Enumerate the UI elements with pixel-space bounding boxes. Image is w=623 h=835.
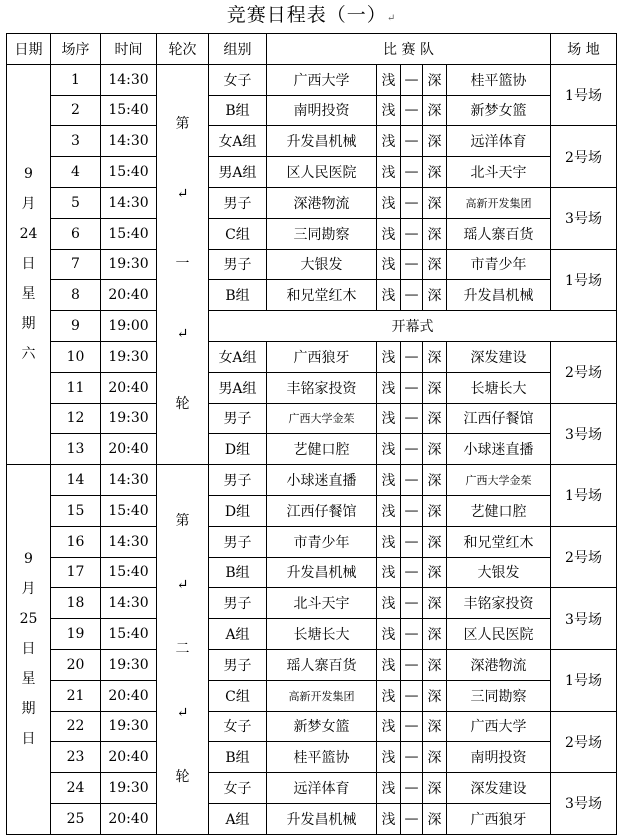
team-b: 南明投资: [447, 742, 551, 773]
side-a-label: 浅: [377, 773, 401, 804]
stacked-char: 9: [24, 551, 33, 568]
match-time: 14:30: [101, 465, 157, 496]
vs-dash: —: [401, 742, 423, 773]
side-a-label: 浅: [377, 218, 401, 249]
group-cell: D组: [209, 434, 267, 465]
match-number: 15: [51, 495, 101, 526]
venue-cell: 2号场: [551, 126, 617, 188]
team-a: 桂平篮协: [267, 742, 377, 773]
match-row: [7, 465, 617, 496]
team-a: 广西大学: [267, 64, 377, 95]
stacked-char: 一: [175, 256, 190, 273]
stacked-char: 9: [24, 166, 33, 183]
venue-cell: 2号场: [551, 341, 617, 403]
stacked-char: 25: [19, 611, 38, 628]
match-number: 25: [51, 803, 101, 834]
side-a-label: 浅: [377, 249, 401, 280]
team-b: 桂平篮协: [447, 64, 551, 95]
vs-dash: —: [401, 803, 423, 834]
group-cell: B组: [209, 280, 267, 311]
header-time: 时间: [101, 34, 157, 65]
venue-cell: 3号场: [551, 403, 617, 465]
match-time: 15:40: [101, 557, 157, 588]
side-a-label: 浅: [377, 187, 401, 218]
team-a: 升发昌机械: [267, 803, 377, 834]
venue-cell: 1号场: [551, 249, 617, 311]
match-row: [7, 680, 617, 711]
side-a-label: 浅: [377, 711, 401, 742]
vs-dash: —: [401, 465, 423, 496]
team-b: 深港物流: [447, 649, 551, 680]
match-number: 18: [51, 588, 101, 619]
team-b: 市青少年: [447, 249, 551, 280]
match-number: 17: [51, 557, 101, 588]
team-a: 区人民医院: [267, 157, 377, 188]
vs-dash: —: [401, 372, 423, 403]
vs-dash: —: [401, 218, 423, 249]
header-group: 组别: [209, 34, 267, 65]
match-row: [7, 126, 617, 157]
match-time: 15:40: [101, 157, 157, 188]
stacked-char: ↵: [176, 577, 189, 594]
side-a-label: 浅: [377, 157, 401, 188]
vs-dash: —: [401, 126, 423, 157]
team-b: 丰铭家投资: [447, 588, 551, 619]
day-cell: [7, 64, 51, 464]
side-b-label: 深: [423, 773, 447, 804]
group-cell: 男子: [209, 465, 267, 496]
stacked-char: 六: [21, 346, 36, 363]
side-b-label: 深: [423, 526, 447, 557]
team-a: 长塘长大: [267, 619, 377, 650]
match-time: 20:40: [101, 680, 157, 711]
match-row: [7, 742, 617, 773]
match-row: [7, 619, 617, 650]
side-a-label: 浅: [377, 649, 401, 680]
match-time: 14:30: [101, 126, 157, 157]
group-cell: 男子: [209, 249, 267, 280]
team-a: 升发昌机械: [267, 126, 377, 157]
team-b: 大银发: [447, 557, 551, 588]
group-cell: 女A组: [209, 126, 267, 157]
group-cell: 男子: [209, 526, 267, 557]
group-cell: D组: [209, 495, 267, 526]
side-a-label: 浅: [377, 434, 401, 465]
group-cell: 女子: [209, 773, 267, 804]
group-cell: C组: [209, 218, 267, 249]
side-b-label: 深: [423, 280, 447, 311]
side-b-label: 深: [423, 619, 447, 650]
match-number: 22: [51, 711, 101, 742]
vs-dash: —: [401, 280, 423, 311]
match-row: [7, 280, 617, 311]
stacked-char: 二: [175, 641, 190, 658]
match-row: [7, 773, 617, 804]
stacked-char: 日: [21, 641, 36, 658]
match-number: 21: [51, 680, 101, 711]
match-time: 15:40: [101, 95, 157, 126]
stacked-char: 星: [21, 671, 36, 688]
side-b-label: 深: [423, 803, 447, 834]
team-a: 三同勘察: [267, 218, 377, 249]
match-time: 20:40: [101, 434, 157, 465]
match-time: 20:40: [101, 742, 157, 773]
team-b: 远洋体育: [447, 126, 551, 157]
team-a: 广西狼牙: [267, 341, 377, 372]
side-b-label: 深: [423, 341, 447, 372]
team-a: 广西大学金茱: [267, 403, 377, 434]
vs-dash: —: [401, 557, 423, 588]
vs-dash: —: [401, 680, 423, 711]
stacked-char: 日: [21, 256, 36, 273]
side-a-label: 浅: [377, 803, 401, 834]
team-b: 高新开发集团: [447, 187, 551, 218]
team-b: 和兄堂红木: [447, 526, 551, 557]
vs-dash: —: [401, 95, 423, 126]
paragraph-mark: ↵: [386, 13, 397, 24]
match-number: 3: [51, 126, 101, 157]
match-time: 15:40: [101, 619, 157, 650]
page-title: [0, 0, 623, 32]
side-b-label: 深: [423, 95, 447, 126]
match-time: 19:30: [101, 341, 157, 372]
match-time: 15:40: [101, 218, 157, 249]
team-a: 升发昌机械: [267, 557, 377, 588]
team-a: 新梦女篮: [267, 711, 377, 742]
team-b: 北斗天宇: [447, 157, 551, 188]
group-cell: 男A组: [209, 157, 267, 188]
team-a: 北斗天宇: [267, 588, 377, 619]
side-a-label: 浅: [377, 372, 401, 403]
side-b-label: 深: [423, 126, 447, 157]
side-a-label: 浅: [377, 557, 401, 588]
side-a-label: 浅: [377, 280, 401, 311]
match-number: 14: [51, 465, 101, 496]
group-cell: 女子: [209, 64, 267, 95]
title-text: 竞赛日程表（一）: [226, 4, 387, 26]
vs-dash: —: [401, 403, 423, 434]
team-b: 三同勘察: [447, 680, 551, 711]
side-b-label: 深: [423, 680, 447, 711]
side-b-label: 深: [423, 495, 447, 526]
venue-cell: 1号场: [551, 64, 617, 126]
match-number: 10: [51, 341, 101, 372]
match-row: [7, 372, 617, 403]
side-b-label: 深: [423, 588, 447, 619]
side-a-label: 浅: [377, 341, 401, 372]
match-row: [7, 311, 617, 342]
match-row: [7, 218, 617, 249]
group-cell: C组: [209, 680, 267, 711]
stacked-char: 星: [21, 286, 36, 303]
side-b-label: 深: [423, 64, 447, 95]
day-cell: [7, 465, 51, 835]
team-b: 小球迷直播: [447, 434, 551, 465]
group-cell: A组: [209, 803, 267, 834]
match-number: 23: [51, 742, 101, 773]
match-time: 14:30: [101, 187, 157, 218]
team-a: 和兄堂红木: [267, 280, 377, 311]
side-a-label: 浅: [377, 95, 401, 126]
team-a: 小球迷直播: [267, 465, 377, 496]
side-a-label: 浅: [377, 465, 401, 496]
match-number: 11: [51, 372, 101, 403]
group-cell: 男子: [209, 187, 267, 218]
header-venue: 场 地: [551, 34, 617, 65]
match-number: 19: [51, 619, 101, 650]
side-b-label: 深: [423, 742, 447, 773]
match-row: [7, 403, 617, 434]
header-date: 日期: [7, 34, 51, 65]
match-row: [7, 588, 617, 619]
team-b: 江西仔餐馆: [447, 403, 551, 434]
team-a: 高新开发集团: [267, 680, 377, 711]
match-number: 2: [51, 95, 101, 126]
group-cell: B组: [209, 557, 267, 588]
stacked-char: 日: [21, 731, 36, 748]
match-number: 13: [51, 434, 101, 465]
match-number: 1: [51, 64, 101, 95]
header-round: 轮次: [157, 34, 209, 65]
vs-dash: —: [401, 249, 423, 280]
group-cell: B组: [209, 95, 267, 126]
match-row: [7, 157, 617, 188]
opening-ceremony: 开幕式: [209, 311, 617, 342]
team-a: 艺健口腔: [267, 434, 377, 465]
vs-dash: —: [401, 711, 423, 742]
match-time: 19:30: [101, 403, 157, 434]
match-number: 9: [51, 311, 101, 342]
match-time: 19:00: [101, 311, 157, 342]
stacked-char: 月: [21, 581, 36, 598]
match-time: 20:40: [101, 803, 157, 834]
round-cell: [157, 465, 209, 835]
group-cell: 男A组: [209, 372, 267, 403]
team-a: 瑶人寨百货: [267, 649, 377, 680]
vs-dash: —: [401, 64, 423, 95]
group-cell: 男子: [209, 588, 267, 619]
side-a-label: 浅: [377, 619, 401, 650]
side-a-label: 浅: [377, 495, 401, 526]
side-b-label: 深: [423, 249, 447, 280]
stacked-char: 期: [21, 316, 36, 333]
match-number: 7: [51, 249, 101, 280]
side-b-label: 深: [423, 434, 447, 465]
stacked-char: 月: [21, 196, 36, 213]
team-b: 瑶人寨百货: [447, 218, 551, 249]
match-time: 20:40: [101, 372, 157, 403]
side-b-label: 深: [423, 157, 447, 188]
match-row: [7, 711, 617, 742]
header-num: 场序: [51, 34, 101, 65]
side-b-label: 深: [423, 557, 447, 588]
venue-cell: 1号场: [551, 465, 617, 527]
match-row: [7, 249, 617, 280]
stacked-char: 24: [19, 226, 38, 243]
vs-dash: —: [401, 619, 423, 650]
vs-dash: —: [401, 157, 423, 188]
match-time: 19:30: [101, 249, 157, 280]
match-number: 16: [51, 526, 101, 557]
side-b-label: 深: [423, 465, 447, 496]
match-row: [7, 434, 617, 465]
match-row: [7, 187, 617, 218]
group-cell: 女子: [209, 711, 267, 742]
venue-cell: 3号场: [551, 588, 617, 650]
side-b-label: 深: [423, 218, 447, 249]
side-b-label: 深: [423, 403, 447, 434]
match-time: 14:30: [101, 588, 157, 619]
match-number: 12: [51, 403, 101, 434]
vs-dash: —: [401, 341, 423, 372]
side-a-label: 浅: [377, 526, 401, 557]
header-row: [7, 34, 617, 65]
venue-cell: 3号场: [551, 773, 617, 835]
venue-cell: 2号场: [551, 526, 617, 588]
side-b-label: 深: [423, 187, 447, 218]
match-time: 14:30: [101, 64, 157, 95]
match-time: 15:40: [101, 495, 157, 526]
side-a-label: 浅: [377, 680, 401, 711]
side-a-label: 浅: [377, 742, 401, 773]
match-time: 19:30: [101, 649, 157, 680]
team-b: 区人民医院: [447, 619, 551, 650]
stacked-char: ↵: [176, 705, 189, 722]
group-cell: 女A组: [209, 341, 267, 372]
team-b: 广西狼牙: [447, 803, 551, 834]
stacked-char: 轮: [175, 769, 190, 786]
stacked-char: 轮: [175, 396, 190, 413]
side-a-label: 浅: [377, 588, 401, 619]
team-b: 艺健口腔: [447, 495, 551, 526]
group-cell: 男子: [209, 649, 267, 680]
vs-dash: —: [401, 588, 423, 619]
match-time: 19:30: [101, 773, 157, 804]
vs-dash: —: [401, 773, 423, 804]
match-row: [7, 649, 617, 680]
match-time: 14:30: [101, 526, 157, 557]
team-a: 丰铭家投资: [267, 372, 377, 403]
match-number: 20: [51, 649, 101, 680]
side-b-label: 深: [423, 711, 447, 742]
venue-cell: 1号场: [551, 649, 617, 711]
stacked-char: 期: [21, 701, 36, 718]
group-cell: B组: [209, 742, 267, 773]
team-b: 升发昌机械: [447, 280, 551, 311]
group-cell: 男子: [209, 403, 267, 434]
side-a-label: 浅: [377, 64, 401, 95]
team-a: 江西仔餐馆: [267, 495, 377, 526]
match-time: 20:40: [101, 280, 157, 311]
vs-dash: —: [401, 495, 423, 526]
team-b: 新梦女篮: [447, 95, 551, 126]
stacked-char: ↵: [176, 326, 189, 343]
vs-dash: —: [401, 187, 423, 218]
round-cell: [157, 64, 209, 464]
match-number: 8: [51, 280, 101, 311]
side-b-label: 深: [423, 372, 447, 403]
match-row: [7, 557, 617, 588]
schedule-table-container: [6, 33, 617, 835]
venue-cell: 3号场: [551, 187, 617, 249]
match-row: [7, 64, 617, 95]
team-a: 市青少年: [267, 526, 377, 557]
vs-dash: —: [401, 526, 423, 557]
match-row: [7, 526, 617, 557]
stacked-char: 第: [175, 116, 190, 133]
match-number: 6: [51, 218, 101, 249]
schedule-table: [6, 33, 617, 835]
team-b: 广西大学金茱: [447, 465, 551, 496]
side-b-label: 深: [423, 649, 447, 680]
venue-cell: 2号场: [551, 711, 617, 773]
match-row: [7, 495, 617, 526]
stacked-char: 第: [175, 513, 190, 530]
side-a-label: 浅: [377, 126, 401, 157]
team-a: 深港物流: [267, 187, 377, 218]
team-b: 深发建设: [447, 773, 551, 804]
team-a: 远洋体育: [267, 773, 377, 804]
team-a: 南明投资: [267, 95, 377, 126]
stacked-char: ↵: [176, 186, 189, 203]
match-row: [7, 341, 617, 372]
side-a-label: 浅: [377, 403, 401, 434]
match-number: 4: [51, 157, 101, 188]
team-b: 深发建设: [447, 341, 551, 372]
vs-dash: —: [401, 434, 423, 465]
match-time: 19:30: [101, 711, 157, 742]
team-b: 广西大学: [447, 711, 551, 742]
vs-dash: —: [401, 649, 423, 680]
team-b: 长塘长大: [447, 372, 551, 403]
match-row: [7, 95, 617, 126]
group-cell: A组: [209, 619, 267, 650]
header-teams: 比 赛 队: [267, 34, 551, 65]
match-number: 5: [51, 187, 101, 218]
team-a: 大银发: [267, 249, 377, 280]
match-number: 24: [51, 773, 101, 804]
